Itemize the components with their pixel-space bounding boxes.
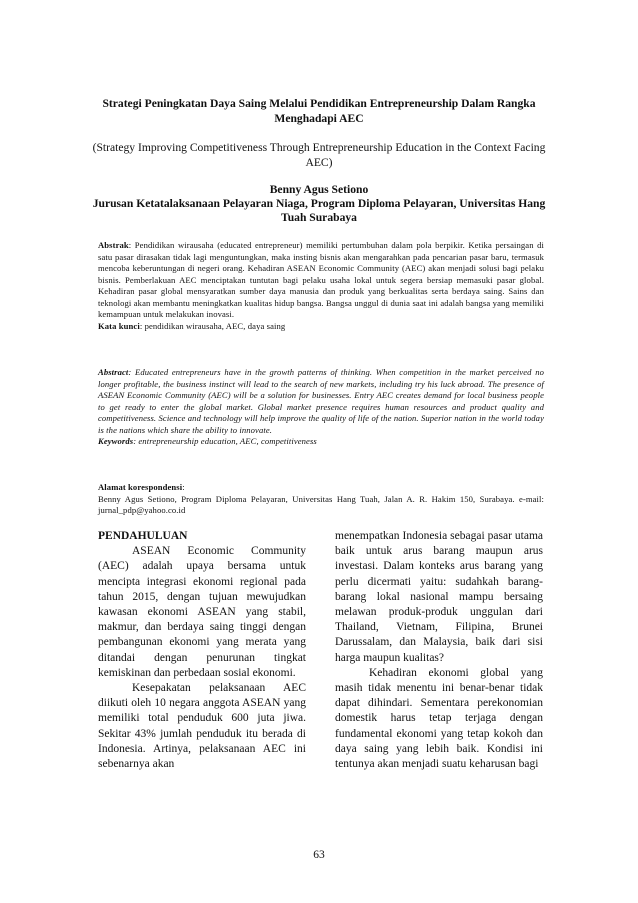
page-number: 63 (313, 849, 325, 861)
abstrak-paragraph (98, 240, 544, 321)
paper-title: Strategi Peningkatan Daya Saing Melalui Pendidikan Entrepreneurship Dalam Rangka Menghadapi AEC (102, 97, 536, 125)
abstract-text: : Educated entrepreneurs have in the growth patterns of thinking. When competition in the market perceived no longer profitable, the business instinct will lead to the search of new markets, including try his luck abroad. The presence of ASEAN Economic Community (AEC) will be a solution for businesses. Entry AEC creates demand for local business people to get ready to enter the global market. Global market presence requires human resources and product quality and competitiveness. Science and technology will help improve the quality of life of the nation. Superior nation in the world today is the nations which share the ability to innovate. (98, 367, 544, 435)
paper-subtitle: (Strategy Improving Competitiveness Through Entrepreneurship Education in the Context Facing AEC) (92, 141, 546, 169)
abstract-label: Abstract (98, 367, 129, 377)
kata-kunci-text: : pendidikan wirausaha, AEC, daya saing (139, 320, 286, 331)
kata-kunci-label: Kata kunci (98, 320, 140, 331)
abstract-block (98, 367, 544, 448)
body-paragraph-2: Kesepakatan pelaksanaan AEC diikuti oleh 10 negara anggota ASEAN yang memiliki total penduduk 600 juta jiwa. Sekitar 43% jumlah penduduk itu berada di Indonesia. Artinya, pelaksanaan AEC ini sebenarnya akan (98, 682, 306, 771)
abstrak-text: : Pendidikan wirausaha (educated entrepreneur) memiliki pertumbuhan dalam pola berpikir. Ketika persaingan di satu pasar dirasakan tidak lagi menguntungkan, maka insting bisnis akan mengarahkan pada pencarian pasar baru, termasuk mencoba keberuntungan di negeri orang. Kehadiran ASEAN Economic Community (AEC) akan menjadi solusi bagi pelaku bisnis. Pemberlakuan AEC menciptakan tuntutan bagi pelaku usaha lokal untuk segera bersiap memasuki pasar global. Kehadiran pasar global mensyaratkan sumber daya manusia dan produk yang berkualitas serta berdaya saing. Sains dan teknologi akan membantu meningkatkan kualitas hidup bangsa. Bangsa unggul di dunia saat ini adalah bangsa yang memiliki kemampuan untuk melakukan inovasi. (98, 240, 544, 319)
body-paragraph-4: Kehadiran ekonomi global yang masih tidak menentu ini benar-benar tidak dapat dihindari. Sementara perekonomian domestik harus tetap terjaga dengan fundamental ekonomi yang tetap kokoh dan daya saing yang lebih baik. Kondisi ini tentunya akan menjadi suatu keharusan bagi (335, 666, 543, 771)
body-column-left (98, 529, 306, 772)
abstract-paragraph (98, 367, 544, 436)
abstrak-label: Abstrak (98, 240, 129, 250)
correspondence-heading (98, 482, 544, 494)
keywords-label: Keywords (98, 436, 134, 446)
section-heading: PENDAHULUAN (98, 530, 188, 542)
kata-kunci-line (98, 321, 544, 333)
keywords-text: : entrepreneurship education, AEC, competitiveness (133, 436, 317, 446)
body-paragraph-1: ASEAN Economic Community (AEC) adalah upaya bersama untuk mencipta integrasi ekonomi regional pada tahun 2015, dengan tujuan mewujudkan kawasan ekonomi ASEAN yang stabil, makmur, dan berdaya saing tinggi dengan pembangunan ekonomi yang merata yang ditandai dengan penurunan tingkat kemiskinan dan perbedaan sosial ekonomi. (98, 545, 306, 679)
abstrak-block (98, 240, 544, 332)
correspondence-block (98, 482, 544, 517)
correspondence-text: Benny Agus Setiono, Program Diploma Pelayaran, Universitas Hang Tuah, Jalan A. R. Hakim 150, Surabaya. e-mail: jurnal_pdp@yahoo.co.id (98, 493, 544, 515)
correspondence-colon: : (182, 482, 185, 492)
author-affiliation: Jurusan Ketatalaksanaan Pelayaran Niaga, Program Diploma Pelayaran, Universitas Hang Tuah Surabaya (92, 197, 546, 224)
author-name: Benny Agus Setiono (269, 183, 369, 196)
keywords-line (98, 436, 544, 448)
body-paragraph-3: menempatkan Indonesia sebagai pasar utama baik untuk arus barang maupun arus investasi. Dalam konteks arus barang yang perlu dicermati yaitu: sudahkah barang-barang lokal nasional mampu bersaing melawan produk-produk unggulan dari Thailand, Vietnam, Filipina, Brunei Darussalam, dan Malaysia, baik dari sisi harga maupun kualitas? (335, 530, 543, 664)
author-block (90, 183, 548, 225)
correspondence-label: Alamat korespondensi (98, 482, 183, 492)
body-column-right (335, 529, 543, 772)
